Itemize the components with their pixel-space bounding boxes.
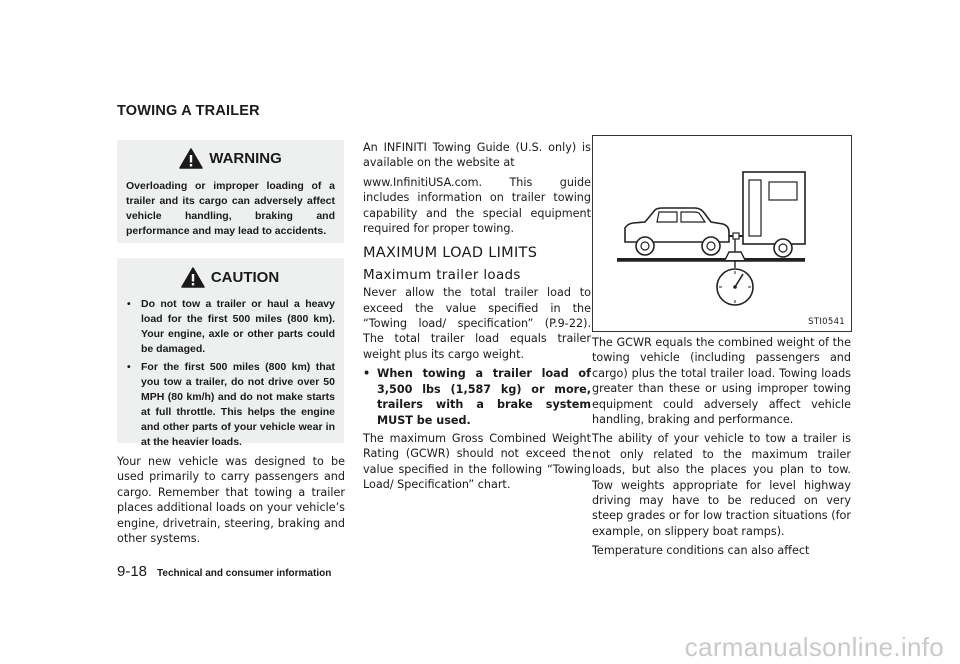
- paragraph: Never allow the total trailer load to exceed the value specified in the “Towing load/ specification” (P.9-22). The total trailer load equals trailer weight plus its cargo weight.: [363, 286, 591, 361]
- warning-text: Overloading or improper loading of a trailer and its cargo can adversely affect vehicle handling, braking and performance and may lead to accidents.: [126, 180, 335, 237]
- paragraph: The GCWR equals the combined weight of the towing vehicle (including passengers and cargo) plus the total trailer load. Towing loads greater than these or using improper towing equipment could adversely affect vehicle handling, braking and performance.: [592, 336, 851, 427]
- column-3-text: [592, 335, 851, 563]
- caution-item-text: For the first 500 miles (800 km) that you tow a trailer, do not drive over 50 MPH (80 km/h) and do not make starts at full throttle. This helps the engine and other parts of your vehicle wear in at the heavier loads.: [141, 361, 335, 448]
- bullet-dot: •: [127, 361, 131, 373]
- caution-item: [125, 297, 335, 357]
- caution-box: [117, 258, 344, 448]
- caution-triangle-icon: [181, 267, 205, 288]
- paragraph: www.InfinitiUSA.com. This guide includes information on trailer towing capability and the special equipment required for proper towing.: [363, 175, 591, 236]
- section-heading: MAXIMUM LOAD LIMITS: [363, 245, 538, 262]
- paragraph: The maximum Gross Combined Weight Rating (GCWR) should not exceed the value specified in the following “Towing Load/ Specification” chart.: [363, 431, 591, 492]
- page-footer: [117, 563, 331, 580]
- bullet-dot: •: [363, 367, 371, 381]
- section-title: TOWING A TRAILER: [117, 103, 260, 119]
- caution-list: [125, 297, 335, 450]
- bullet-text: When towing a trailer load of 3,500 lbs (1,587 kg) or more, trailers with a brake system MUST be used.: [377, 367, 591, 427]
- caution-header: [125, 267, 335, 288]
- warning-heading: WARNING: [209, 150, 282, 167]
- towing-illustration: [592, 135, 852, 332]
- caution-heading: CAUTION: [210, 269, 280, 286]
- car-trailer-scale-illustration: [593, 136, 851, 331]
- column-1-text: [117, 454, 345, 550]
- paragraph: Temperature conditions can also affect: [592, 544, 810, 558]
- caution-item-text: Do not tow a trailer or haul a heavy load for the first 500 miles (800 km). Your engine, axle or other parts could be damaged.: [141, 298, 335, 355]
- watermark: carmanualsonline.info: [684, 632, 944, 662]
- bullet-dot: •: [127, 298, 131, 310]
- intro-paragraph: Your new vehicle was designed to be used primarily to carry passengers and cargo. Remember that towing a trailer places additional loads on your vehicle’s engine, drivetrain, steering, braking and other systems.: [117, 455, 345, 546]
- page-number: 9-18: [117, 563, 148, 580]
- paragraph: The ability of your vehicle to tow a trailer is not only related to the maximum trailer loads, but also the places you plan to tow. Tow weights appropriate for level highway driving may have to be reduced on very steep grades or for low traction situations (for example, on slippery boat ramps).: [592, 432, 851, 538]
- column-2-text: [363, 140, 591, 497]
- subsection-heading: Maximum trailer loads: [363, 266, 521, 283]
- warning-triangle-icon: [179, 148, 203, 169]
- warning-header: [126, 148, 335, 169]
- bold-bullet-item: [363, 366, 591, 428]
- figure-code: STI0541: [808, 317, 845, 327]
- paragraph: An INFINITI Towing Guide (U.S. only) is available on the website at: [363, 141, 591, 170]
- caution-item: [125, 360, 335, 450]
- warning-box: [117, 140, 344, 243]
- chapter-label: Technical and consumer information: [157, 568, 332, 579]
